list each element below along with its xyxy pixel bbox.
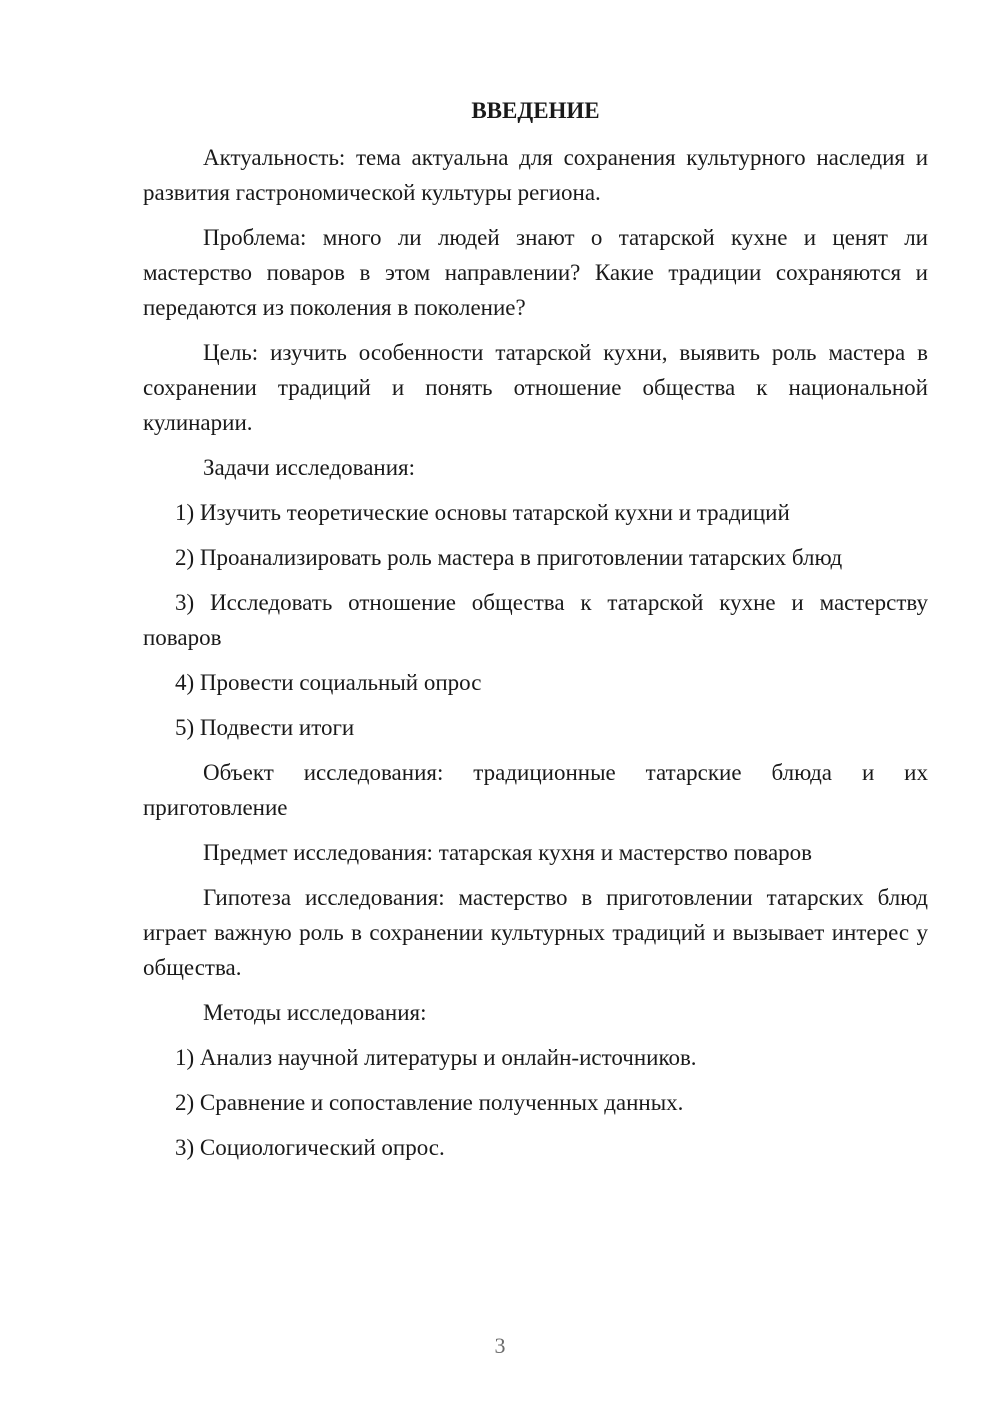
- subject-paragraph: Предмет исследования: татарская кухня и мастерство поваров: [203, 840, 813, 865]
- task-item: 5) Подвести итоги: [175, 715, 355, 740]
- goal-paragraph: Цель: изучить особенности татарской кухни, выявить роль мастера в сохранении традиций и понять отношение общества к национальной кулинарии.: [143, 340, 928, 435]
- task-item: 3) Исследовать отношение общества к татарской кухне и мастерству поваров: [143, 590, 928, 650]
- object-paragraph: Объект исследования: традиционные татарские блюда и их приготовление: [143, 760, 928, 820]
- section-heading: ВВЕДЕНИЕ: [471, 98, 600, 123]
- task-item: 2) Проанализировать роль мастера в приготовлении татарских блюд: [175, 545, 843, 570]
- page-number: 3: [494, 1333, 506, 1358]
- problem-paragraph: Проблема: много ли людей знают о татарской кухне и ценят ли мастерство поваров в этом направлении? Какие традиции сохраняются и передаются из поколения в поколение?: [143, 225, 928, 320]
- tasks-title: Задачи исследования:: [203, 455, 416, 480]
- method-item: 2) Сравнение и сопоставление полученных данных.: [175, 1090, 684, 1115]
- methods-title: Методы исследования:: [203, 1000, 427, 1025]
- task-item: 4) Провести социальный опрос: [175, 670, 482, 695]
- task-item: 1) Изучить теоретические основы татарской кухни и традиций: [175, 500, 790, 525]
- page-content: [143, 94, 928, 1175]
- relevance-paragraph: Актуальность: тема актуальна для сохранения культурного наследия и развития гастрономической культуры региона.: [143, 145, 928, 205]
- method-item: 1) Анализ научной литературы и онлайн-источников.: [175, 1045, 697, 1070]
- hypothesis-paragraph: Гипотеза исследования: мастерство в приготовлении татарских блюд играет важную роль в сохранении культурных традиций и вызывает интерес у общества.: [143, 885, 928, 980]
- method-item: 3) Социологический опрос.: [175, 1135, 445, 1160]
